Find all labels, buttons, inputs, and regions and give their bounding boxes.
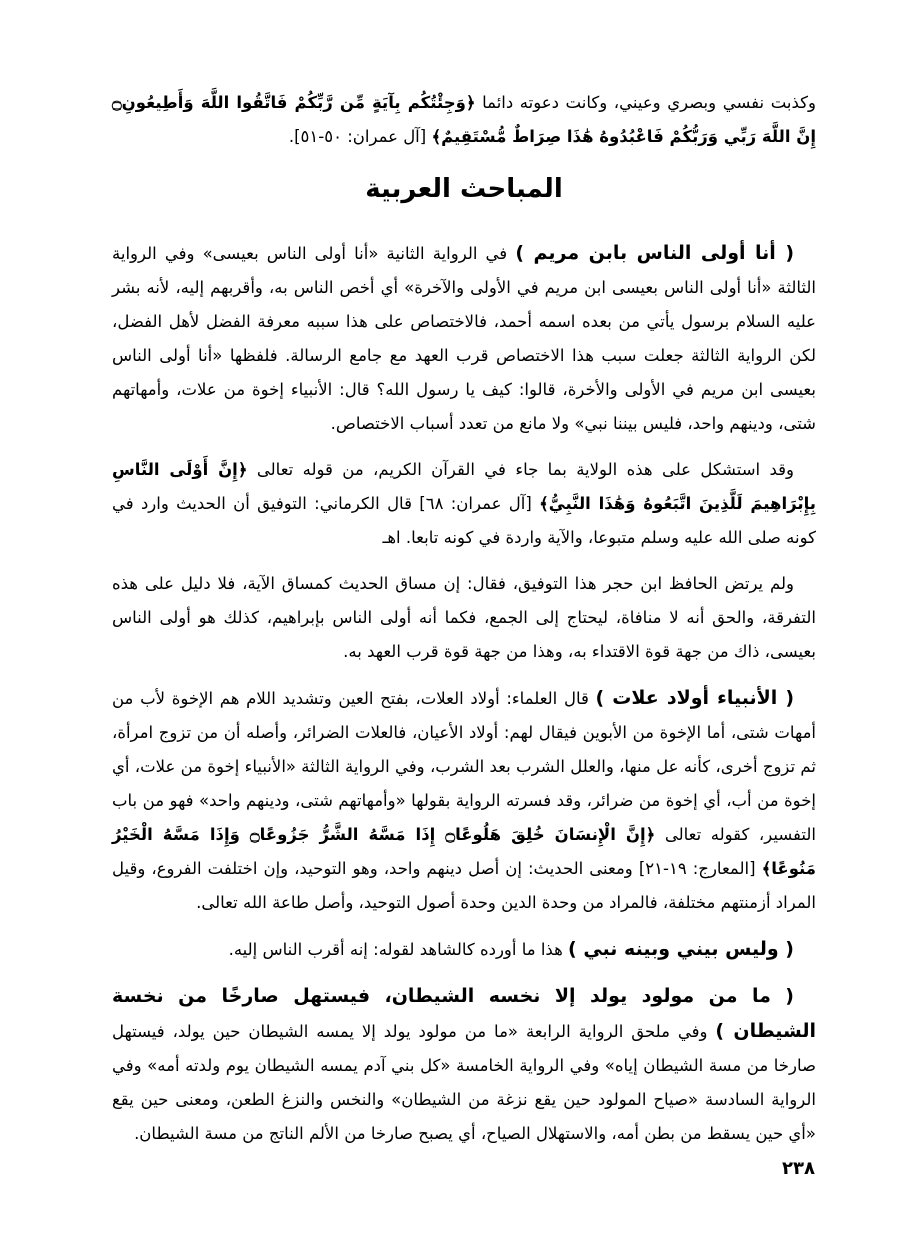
paragraph-5: [112, 932, 816, 967]
paragraph-text: في الرواية الثانية «أنا أولى الناس بعيسى» وفي الرواية الثالثة «أنا أولى الناس بعيسى ابن مريم في الأولى والآخرة» أي أخص الناس به، وأقربهم إليه، لأنه بشر عليه السلام برسول يأتي من بعده اسمه أحمد، فالاختصاص على هذا سببه معرفة الفضل لأهل الفضل، لكن الرواية الثالثة جعلت سبب هذا الاختصاص قرب العهد مع جامع الرسالة. فلفظها «أنا أولى الناس بعيسى ابن مريم في الأولى والأخرة، قالوا: كيف يا رسول الله؟ قال: الأنبياء إخوة من علات، وأمهاتهم شتى، ودينهم واحد، فليس بيننا نبي» ولا مانع من تعدد أسباب الاختصاص.: [112, 244, 816, 433]
opening-text: وكذبت نفسي وبصري وعيني، وكانت دعوته دائما: [475, 93, 816, 112]
quran-verse: ﴿إِنَّ الْإِنسَانَ خُلِقَ هَلُوعًا۝ إِذَا مَسَّهُ الشَّرُّ جَزُوعًا۝ وَإِذَا مَسَّهُ الْخَيْرُ مَنُوعًا﴾: [112, 825, 816, 878]
lemma-heading: ( أنا أولى الناس بابن مريم ): [515, 242, 795, 264]
paragraph-3: [112, 567, 816, 669]
paragraph-text: هذا ما أورده كالشاهد لقوله: إنه أقرب الناس إليه.: [228, 940, 569, 959]
paragraph-1: [112, 236, 816, 441]
paragraph-2: [112, 453, 816, 555]
section-heading: المباحث العربية: [365, 174, 563, 204]
lemma-heading: ( وليس بيني وبينه نبي ): [568, 938, 794, 960]
paragraph-text: وفي ملحق الرواية الرابعة «ما من مولود يولد إلا يمسه الشيطان حين يولد، فيستهل صارخا من مسة الشيطان إياه» وفي الرواية الخامسة «كل بني آدم يمسه الشيطان يوم ولدته أمه» وفي الرواية السادسة «صياح المولود حين يقع نزغة من الشيطان» والنخس والنزغ الطعن، ومعنى حين يقع «أي حين يسقط من بطن أمه، والاستهلال الصياح، أي يصبح صارخا من الألم الناتج من مسة الشيطان.: [112, 1022, 816, 1143]
quran-verse: ﴿إِنَّ أَوْلَى النَّاسِ بِإِبْرَاهِيمَ لَلَّذِينَ اتَّبَعُوهُ وَهَٰذَا النَّبِيُّ﴾: [112, 460, 816, 513]
lemma-heading: ( الأنبياء أولاد علات ): [595, 687, 795, 709]
paragraph-text: [المعارج: ١٩-٢١] ومعنى الحديث: إن أصل دينهم واحد، وهو التوحيد، وإن اختلفت الفروع، وقيل المراد أزمنتهم مختلفة، فالمراد من وحدة الدين وحدة أصول التوحيد، وأصل طاعة الله تعالى.: [112, 859, 816, 912]
paragraph-text: قال العلماء: أولاد العلات، بفتح العين وتشديد اللام هم الإخوة لأب من أمهات شتى، أما الإخوة من الأبوين فيقال لهم: أولاد الأعيان، فالعلات الضرائر، وأصله أن من تزوج امرأة، ثم تزوج أخرى، كأنه عل منها، والعلل الشرب بعد الشرب، وفي الرواية الثالثة «الأنبياء إخوة من علات، أي إخوة من أب، أي إخوة من ضرائر، وقد فسرته الرواية بقولها «وأمهاتهم شتى، ودينهم واحد» فهو من باب التفسير، كقوله تعالى: [112, 689, 816, 844]
verse-citation: [آل عمران: ٥٠-٥١].: [288, 127, 432, 146]
paragraph-text: ولم يرتض الحافظ ابن حجر هذا التوفيق، فقال: إن مساق الحديث كمساق الآية، فلا دليل على هذه التفرقة، والحق أنه لا منافاة، ليحتاج إلى الجمع، فكما أنه أولى الناس بإبراهيم، كذلك هو أولى الناس بعيسى، ذاك من جهة قوة الاقتداء به، وهذا من جهة قوة قرب العهد به.: [112, 574, 816, 661]
paragraph-6: [112, 979, 816, 1151]
page-number: ٢٣٨: [782, 1158, 815, 1179]
quran-verse: ﴿وَجِئْتُكُم بِآيَةٍ مِّن رَّبِّكُمْ فَاتَّقُوا اللَّهَ وَأَطِيعُونِ۝ إِنَّ اللَّهَ رَبِّي وَرَبُّكُمْ فَاعْبُدُوهُ هَٰذَا صِرَاطٌ مُّسْتَقِيمٌ﴾: [112, 93, 816, 146]
document-page: [112, 86, 816, 1163]
lemma-heading: ( ما من مولود يولد إلا نخسه الشيطان، فيستهل صارخًا من نخسة الشيطان ): [112, 985, 816, 1042]
paragraph-4: [112, 681, 816, 920]
paragraph-text: وقد استشكل على هذه الولاية بما جاء في القرآن الكريم، من قوله تعالى: [247, 460, 794, 479]
opening-paragraph: [112, 86, 816, 154]
paragraph-text: [آل عمران: ٦٨] قال الكرماني: التوفيق أن الحديث وارد في كونه صلى الله عليه وسلم متبوعا، والآية واردة في كونه تابعا. اهـ: [112, 494, 816, 547]
